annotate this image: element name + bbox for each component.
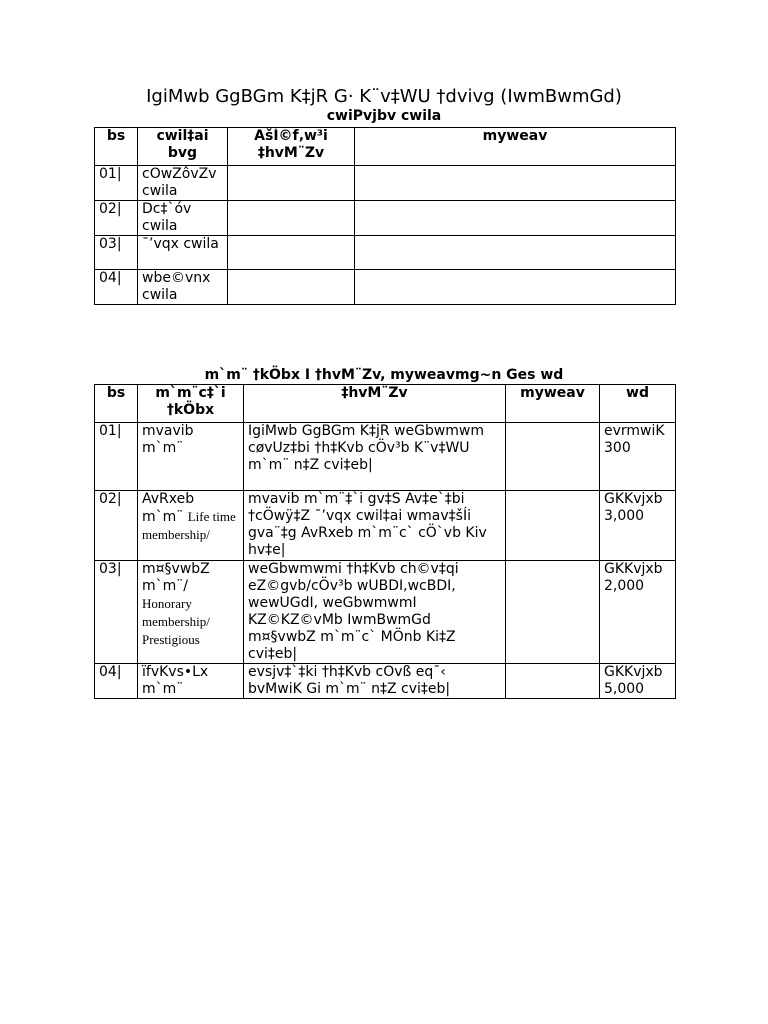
section1-title: cwiPvjbv cwila xyxy=(326,108,442,124)
row-note xyxy=(355,166,676,201)
row-committee-type: wbe©vnx cwila xyxy=(138,270,228,305)
table-row xyxy=(95,201,676,236)
row-benefit xyxy=(506,423,600,491)
row-benefit xyxy=(506,561,600,664)
row-committee-type: Dc‡`óv cwila xyxy=(138,201,228,236)
header-serial: bs xyxy=(95,385,138,423)
table-row xyxy=(95,236,676,270)
row-eligibility: evsjv‡`‡ki †h‡Kvb cÖvß eq¯‹ bvMwiK Gi m`m¨ n‡Z cvi‡eb| xyxy=(244,664,506,699)
row-note xyxy=(355,201,676,236)
membership-table-header xyxy=(95,385,676,423)
row-committee-type: cÖwZôvZv cwila xyxy=(138,166,228,201)
row-benefit xyxy=(506,491,600,561)
category-text: ïfvKvs•Lx m`m¨ xyxy=(142,664,209,697)
row-serial: 02| xyxy=(95,491,138,561)
row-fee: GKKvjxb 5,000 xyxy=(600,664,676,699)
table-row xyxy=(95,491,676,561)
row-member-category xyxy=(138,561,244,664)
table-row xyxy=(95,423,676,491)
row-fee: GKKvjxb 3,000 xyxy=(600,491,676,561)
table-row xyxy=(95,664,676,699)
category-text: AvRxeb m`m¨ xyxy=(142,491,195,525)
header-tenure: AšÍ©f‚w³i ‡hvM¨Zv xyxy=(228,128,355,166)
row-note xyxy=(355,236,676,270)
row-serial: 02| xyxy=(95,201,138,236)
row-serial: 04| xyxy=(95,664,138,699)
header-note: myweav xyxy=(355,128,676,166)
row-fee: GKKvjxb 2,000 xyxy=(600,561,676,664)
row-committee-type: ¯’vqx cwila xyxy=(138,236,228,270)
row-serial: 04| xyxy=(95,270,138,305)
row-member-category xyxy=(138,491,244,561)
row-tenure xyxy=(228,201,355,236)
membership-table xyxy=(94,384,676,699)
header-benefit: myweav xyxy=(506,385,600,423)
document-title: IgiMwb GgBGm K‡jR G· K¨v‡WU †dvivg (IwmBwmGd) xyxy=(146,86,622,107)
header-fee: wd xyxy=(600,385,676,423)
row-serial: 01| xyxy=(95,166,138,201)
row-note xyxy=(355,270,676,305)
category-text: m¤§vwbZ m`m¨/ xyxy=(142,561,210,594)
header-eligibility: ‡hvM¨Zv xyxy=(244,385,506,423)
category-english-text: Life time membership/ xyxy=(142,509,236,542)
section2-title: m`m¨ †kÖbx I †hvM¨Zv, myweavmg~n Ges wd xyxy=(204,367,564,383)
committee-table xyxy=(94,127,676,305)
row-tenure xyxy=(228,166,355,201)
header-member-category: m`m¨c‡`i †kÖbx xyxy=(138,385,244,423)
committee-table-header xyxy=(95,128,676,166)
row-serial: 01| xyxy=(95,423,138,491)
category-text: mvavib m`m¨ xyxy=(142,423,194,456)
row-eligibility: mvavib m`m¨‡`i gv‡S Av‡e`‡bi †cÖwÿ‡Z ¯’vqx cwil‡ai wmav‡šÍi gva¨‡g AvRxeb m`m¨c` cÖ`vb Kiv hv‡e| xyxy=(244,491,506,561)
row-member-category xyxy=(138,423,244,491)
row-fee: evrmwiK 300 xyxy=(600,423,676,491)
row-serial: 03| xyxy=(95,236,138,270)
category-english-text: Honorary membership/ Prestigious xyxy=(142,596,210,647)
header-committee-type: cwil‡ai bvg xyxy=(138,128,228,166)
table-row xyxy=(95,270,676,305)
table-row xyxy=(95,561,676,664)
row-benefit xyxy=(506,664,600,699)
row-eligibility: weGbwmwmi †h‡Kvb ch©v‡qi eZ©gvb/cÖv³b wUBDI,wcBDI, wewUGdI, weGbwmwmI KZ©KZ©vMb IwmBwmGd m¤§vwbZ m`m¨c` MÖnb Ki‡Z cvi‡eb| xyxy=(244,561,506,664)
row-tenure xyxy=(228,236,355,270)
header-serial: bs xyxy=(95,128,138,166)
row-serial: 03| xyxy=(95,561,138,664)
row-member-category xyxy=(138,664,244,699)
row-eligibility: IgiMwb GgBGm K‡jR weGbwmwm cøvUz‡bi †h‡Kvb cÖv³b K¨v‡WU m`m¨ n‡Z cvi‡eb| xyxy=(244,423,506,491)
table-row xyxy=(95,166,676,201)
row-tenure xyxy=(228,270,355,305)
